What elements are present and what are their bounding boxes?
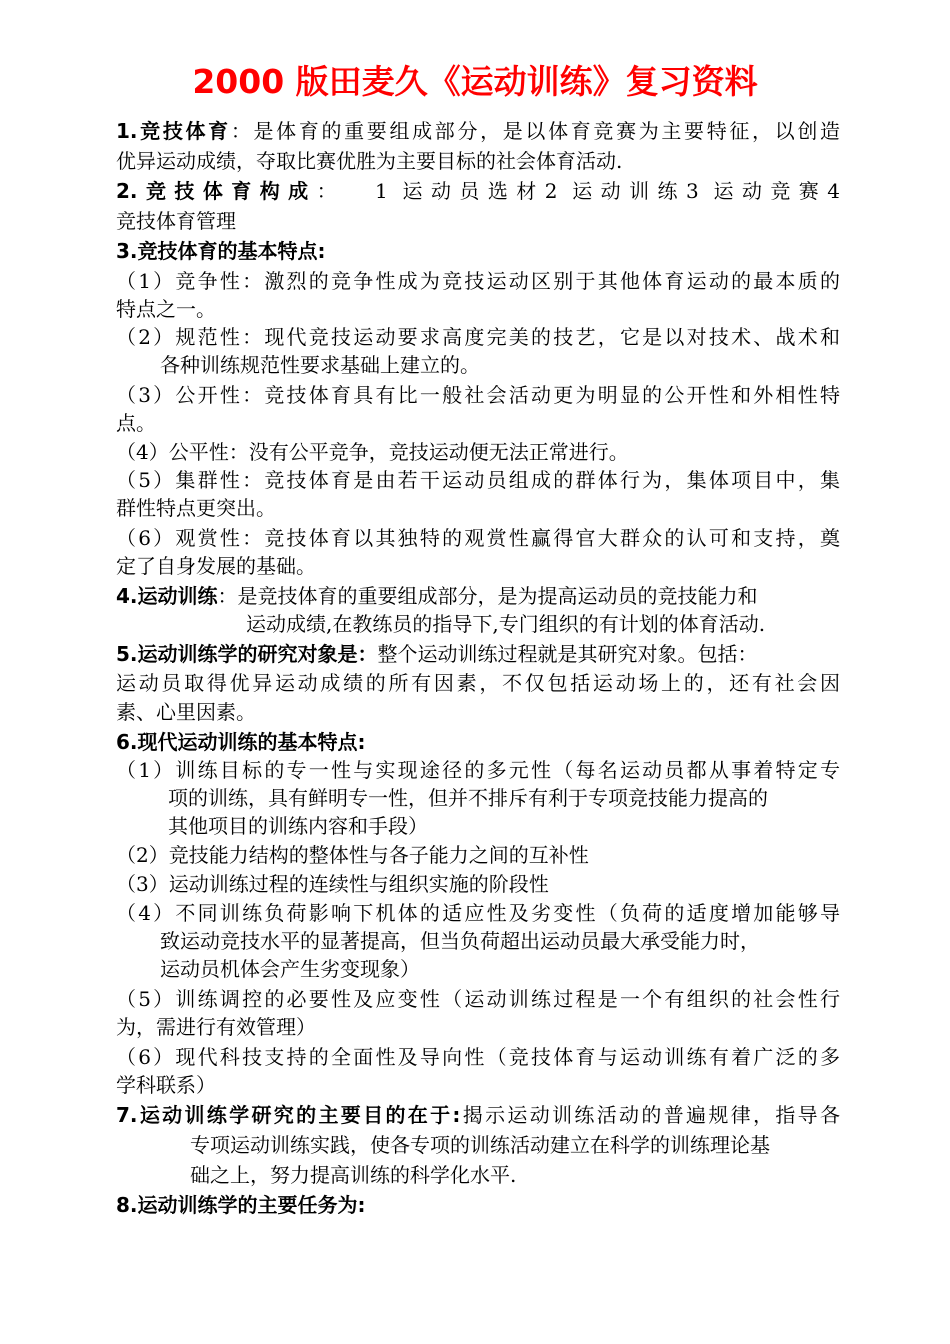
s3-item-6-line-1: （6）观赏性：竞技体育以其独特的观赏性赢得官大群众的认可和支持，奠 [116, 526, 840, 550]
s2-line-1: 2.竞技体育构成： 1 运动员选材2 运动训练3 运动竞赛4 [116, 179, 840, 203]
s3-item-5-line-2: 群性特点更突出。 [116, 496, 276, 520]
s6-item-3-line-1: （3）运动训练过程的连续性与组织实施的阶段性 [116, 872, 549, 896]
s5-line-3: 素、心里因素。 [116, 700, 256, 724]
s1-heading: 1.竞技体育 [116, 119, 231, 143]
s3-item-3-line-2: 点。 [116, 411, 156, 435]
s6-item-6-line-1: （6）现代科技支持的全面性及导向性（竞技体育与运动训练有着广泛的多 [116, 1045, 840, 1069]
s6-item-4-line-1: （4）不同训练负荷影响下机体的适应性及劣变性（负荷的适度增加能够导 [116, 901, 840, 925]
s4-line-2: 运动成绩,在教练员的指导下,专门组织的有计划的体育活动. [246, 612, 766, 636]
s3-item-5-line-1: （5）集群性：竞技体育是由若干运动员组成的群体行为，集体项目中，集 [116, 468, 840, 492]
s6-item-6-line-2: 学科联系） [116, 1073, 216, 1097]
s1-line-2: 优异运动成绩，夺取比赛优胜为主要目标的社会体育活动. [116, 149, 623, 173]
s4-heading: 4.运动训练 [116, 584, 218, 608]
s3-item-6-line-2: 定了自身发展的基础。 [116, 554, 316, 578]
s3-heading: 3.竞技体育的基本特点: [116, 239, 326, 263]
s5-heading: 5.运动训练学的研究对象是： [116, 642, 378, 666]
s6-item-1-line-1: （1）训练目标的专一性与实现途径的多元性（每名运动员都从事着特定专 [116, 758, 840, 782]
document-title: 2000 版田麦久《运动训练》复习资料 [192, 62, 758, 101]
s3-item-2-line-2: 各种训练规范性要求基础上建立的。 [160, 353, 480, 377]
s6-item-1-line-2: 项的训练，具有鲜明专一性，但并不排斥有利于专项竞技能力提高的 [168, 786, 768, 810]
s3-item-4-line-1: （4）公平性：没有公平竞争，竞技运动便无法正常进行。 [116, 440, 629, 464]
s6-item-4-line-3: 运动员机体会产生劣变现象） [160, 957, 420, 981]
s1-line-1: 1.竞技体育：是体育的重要组成部分，是以体育竞赛为主要特征，以创造 [116, 119, 841, 143]
s2-heading: 2.竞技体育构成 [116, 179, 317, 203]
s6-item-4-line-2: 致运动竞技水平的显著提高，但当负荷超出运动员最大承受能力时， [160, 929, 760, 953]
s3-item-2-line-1: （2）规范性：现代竞技运动要求高度完美的技艺，它是以对技术、战术和 [116, 325, 840, 349]
s2-line-2: 竞技体育管理 [116, 209, 236, 233]
s6-item-1-line-3: 其他项目的训练内容和手段） [168, 814, 428, 838]
s7-heading: 7.运动训练学研究的主要目的在于: [116, 1103, 461, 1127]
s6-item-5-line-2: 为，需进行有效管理） [116, 1015, 316, 1039]
s5-line-1: 5.运动训练学的研究对象是：整个运动训练过程就是其研究对象。包括： [116, 642, 758, 666]
s6-heading: 6.现代运动训练的基本特点: [116, 730, 366, 754]
s3-item-1-line-1: （1）竞争性：激烈的竞争性成为竞技运动区别于其他体育运动的最本质的 [116, 269, 840, 293]
s6-item-5-line-1: （5）训练调控的必要性及应变性（运动训练过程是一个有组织的社会性行 [116, 987, 840, 1011]
s8-heading: 8.运动训练学的主要任务为: [116, 1193, 366, 1217]
s3-item-3-line-1: （3）公开性：竞技体育具有比一般社会活动更为明显的公开性和外相性特 [116, 383, 840, 407]
s3-item-1-line-2: 特点之一。 [116, 297, 216, 321]
s7-line-3: 础之上，努力提高训练的科学化水平. [190, 1163, 517, 1187]
s4-line-1: 4.运动训练：是竞技体育的重要组成部分，是为提高运动员的竞技能力和 [116, 584, 758, 608]
s7-line-2: 专项运动训练实践，使各专项的训练活动建立在科学的训练理论基 [190, 1133, 770, 1157]
s7-line-1: 7.运动训练学研究的主要目的在于:揭示运动训练活动的普遍规律，指导各 [116, 1103, 841, 1127]
s6-item-2-line-1: （2）竞技能力结构的整体性与各子能力之间的互补性 [116, 843, 589, 867]
s5-line-2: 运动员取得优异运动成绩的所有因素，不仅包括运动场上的，还有社会因 [116, 671, 840, 695]
